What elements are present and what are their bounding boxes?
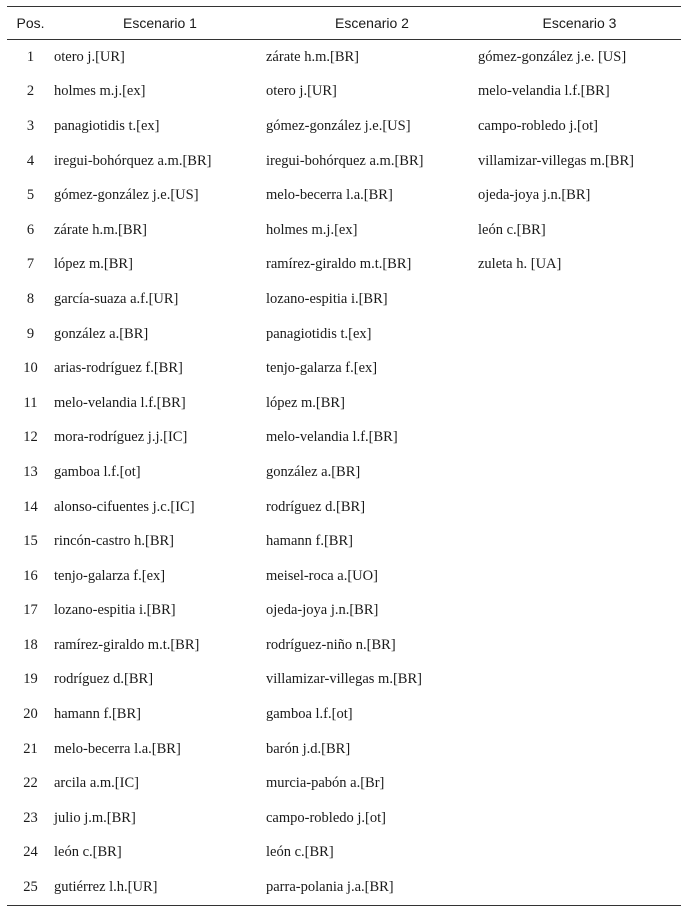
cell-escenario-1: gómez-gonzález j.e.[US] <box>54 187 199 204</box>
header-row <box>7 7 681 40</box>
table-row <box>7 213 681 248</box>
table-row <box>7 490 681 525</box>
table-row <box>7 351 681 386</box>
cell-position: 18 <box>23 636 38 653</box>
table-row <box>7 40 681 75</box>
cell-escenario-3: ojeda-joya j.n.[BR] <box>478 187 591 204</box>
cell-escenario-1: hamann f.[BR] <box>54 706 141 723</box>
table-row <box>7 836 681 871</box>
table-row <box>7 282 681 317</box>
table-row <box>7 178 681 213</box>
cell-position: 3 <box>26 117 35 134</box>
header-escenario-1: Escenario 1 <box>54 7 266 40</box>
table-row <box>7 801 681 836</box>
table-row <box>7 455 681 490</box>
cell-escenario-3 <box>478 317 681 352</box>
cell-escenario-3: zuleta h. [UA] <box>478 256 562 273</box>
cell-escenario-2: murcia-pabón a.[Br] <box>266 775 385 792</box>
cell-escenario-1: león c.[BR] <box>54 844 122 861</box>
cell-position: 4 <box>26 152 35 169</box>
cell-position: 15 <box>23 533 38 550</box>
cell-escenario-1: iregui-bohórquez a.m.[BR] <box>54 152 212 169</box>
cell-position: 20 <box>23 706 38 723</box>
cell-escenario-1: panagiotidis t.[ex] <box>54 117 160 134</box>
table-row <box>7 386 681 421</box>
cell-escenario-3: melo-velandia l.f.[BR] <box>478 83 610 100</box>
table-row <box>7 628 681 663</box>
cell-escenario-2: parra-polania j.a.[BR] <box>266 870 478 905</box>
cell-escenario-3 <box>478 282 681 317</box>
table-row <box>7 524 681 559</box>
cell-escenario-2: barón j.d.[BR] <box>266 740 351 757</box>
cell-escenario-3 <box>478 490 681 525</box>
header-escenario-3: Escenario 3 <box>478 7 681 40</box>
cell-escenario-3: león c.[BR] <box>478 221 546 238</box>
cell-escenario-2: villamizar-villegas m.[BR] <box>266 671 422 688</box>
table-row <box>7 697 681 732</box>
cell-position: 7 <box>26 256 35 273</box>
cell-position: 12 <box>23 429 38 446</box>
cell-escenario-1: alonso-cifuentes j.c.[IC] <box>54 498 195 515</box>
cell-escenario-2: melo-becerra l.a.[BR] <box>266 187 393 204</box>
table-row <box>7 75 681 110</box>
cell-escenario-3 <box>478 870 681 905</box>
cell-position: 9 <box>26 325 35 342</box>
cell-escenario-1: ramírez-giraldo m.t.[BR] <box>54 636 200 653</box>
cell-position: 8 <box>26 290 35 307</box>
header-pos: Pos. <box>7 7 54 40</box>
cell-escenario-3 <box>478 594 681 629</box>
cell-escenario-3 <box>478 766 681 801</box>
cell-escenario-3 <box>478 732 681 767</box>
table-row <box>7 870 681 905</box>
ranking-table <box>7 6 681 906</box>
cell-position: 21 <box>23 740 38 757</box>
cell-escenario-2: tenjo-galarza f.[ex] <box>266 360 378 377</box>
cell-escenario-1: otero j.[UR] <box>54 48 125 65</box>
cell-escenario-2: campo-robledo j.[ot] <box>266 809 386 826</box>
cell-escenario-1: gonzález a.[BR] <box>54 325 149 342</box>
cell-escenario-1: lópez m.[BR] <box>54 256 133 273</box>
table-row <box>7 559 681 594</box>
cell-escenario-3 <box>478 386 681 421</box>
cell-position: 14 <box>23 498 38 515</box>
cell-escenario-3 <box>478 421 681 456</box>
cell-escenario-1: arias-rodríguez f.[BR] <box>54 360 183 377</box>
cell-escenario-2: otero j.[UR] <box>266 83 337 100</box>
cell-escenario-2: meisel-roca a.[UO] <box>266 567 378 584</box>
cell-position: 19 <box>23 671 38 688</box>
cell-escenario-2: rodríguez d.[BR] <box>266 498 366 515</box>
cell-escenario-2: melo-velandia l.f.[BR] <box>266 429 398 446</box>
cell-escenario-2: holmes m.j.[ex] <box>266 221 358 238</box>
cell-escenario-2: hamann f.[BR] <box>266 533 353 550</box>
table-row <box>7 317 681 352</box>
cell-position: 2 <box>26 83 35 100</box>
cell-position: 17 <box>23 602 38 619</box>
cell-escenario-1: rodríguez d.[BR] <box>54 671 154 688</box>
cell-escenario-2: gamboa l.f.[ot] <box>266 706 353 723</box>
cell-escenario-1: gamboa l.f.[ot] <box>54 463 141 480</box>
cell-escenario-3 <box>478 559 681 594</box>
cell-escenario-1: gutiérrez l.h.[UR] <box>54 870 266 905</box>
cell-escenario-2: gonzález a.[BR] <box>266 463 361 480</box>
cell-escenario-1: lozano-espitia i.[BR] <box>54 602 176 619</box>
cell-position: 5 <box>26 187 35 204</box>
table-row <box>7 766 681 801</box>
table-row <box>7 144 681 179</box>
cell-escenario-3 <box>478 801 681 836</box>
cell-escenario-3 <box>478 628 681 663</box>
cell-escenario-2: gómez-gonzález j.e.[US] <box>266 117 411 134</box>
cell-escenario-2: lópez m.[BR] <box>266 394 345 411</box>
cell-escenario-3 <box>478 697 681 732</box>
cell-escenario-1: holmes m.j.[ex] <box>54 83 146 100</box>
cell-escenario-3 <box>478 663 681 698</box>
cell-escenario-1: melo-becerra l.a.[BR] <box>54 740 181 757</box>
table-row <box>7 421 681 456</box>
cell-escenario-2: león c.[BR] <box>266 844 334 861</box>
table-header <box>7 7 681 40</box>
cell-position: 22 <box>23 775 38 792</box>
table-row <box>7 663 681 698</box>
cell-escenario-2: rodríguez-niño n.[BR] <box>266 636 396 653</box>
table-row <box>7 109 681 144</box>
cell-position: 13 <box>23 463 38 480</box>
cell-position: 11 <box>23 394 38 411</box>
cell-escenario-1: rincón-castro h.[BR] <box>54 533 174 550</box>
cell-escenario-2: iregui-bohórquez a.m.[BR] <box>266 152 424 169</box>
cell-escenario-3: gómez-gonzález j.e. [US] <box>478 48 627 65</box>
cell-escenario-1: tenjo-galarza f.[ex] <box>54 567 166 584</box>
cell-escenario-1: julio j.m.[BR] <box>54 809 136 826</box>
table-row <box>7 594 681 629</box>
cell-escenario-3 <box>478 524 681 559</box>
table-row <box>7 732 681 767</box>
cell-escenario-3 <box>478 455 681 490</box>
cell-position: 23 <box>23 809 38 826</box>
table-row <box>7 248 681 283</box>
cell-escenario-1: mora-rodríguez j.j.[IC] <box>54 429 188 446</box>
cell-position: 25 <box>7 870 54 905</box>
cell-escenario-1: zárate h.m.[BR] <box>54 221 148 238</box>
cell-escenario-2: ramírez-giraldo m.t.[BR] <box>266 256 412 273</box>
cell-escenario-1: garcía-suaza a.f.[UR] <box>54 290 179 307</box>
cell-position: 16 <box>23 567 38 584</box>
table-body <box>7 40 681 906</box>
cell-position: 6 <box>26 221 35 238</box>
cell-escenario-3 <box>478 836 681 871</box>
cell-escenario-3: campo-robledo j.[ot] <box>478 117 598 134</box>
cell-escenario-1: melo-velandia l.f.[BR] <box>54 394 186 411</box>
cell-escenario-1: arcila a.m.[IC] <box>54 775 139 792</box>
cell-position: 24 <box>23 844 38 861</box>
cell-escenario-2: lozano-espitia i.[BR] <box>266 290 388 307</box>
cell-position: 1 <box>26 48 35 65</box>
cell-escenario-2: ojeda-joya j.n.[BR] <box>266 602 379 619</box>
cell-escenario-2: panagiotidis t.[ex] <box>266 325 372 342</box>
cell-escenario-3: villamizar-villegas m.[BR] <box>478 152 634 169</box>
cell-escenario-2: zárate h.m.[BR] <box>266 48 360 65</box>
cell-position: 10 <box>23 360 38 377</box>
header-escenario-2: Escenario 2 <box>266 7 478 40</box>
cell-escenario-3 <box>478 351 681 386</box>
